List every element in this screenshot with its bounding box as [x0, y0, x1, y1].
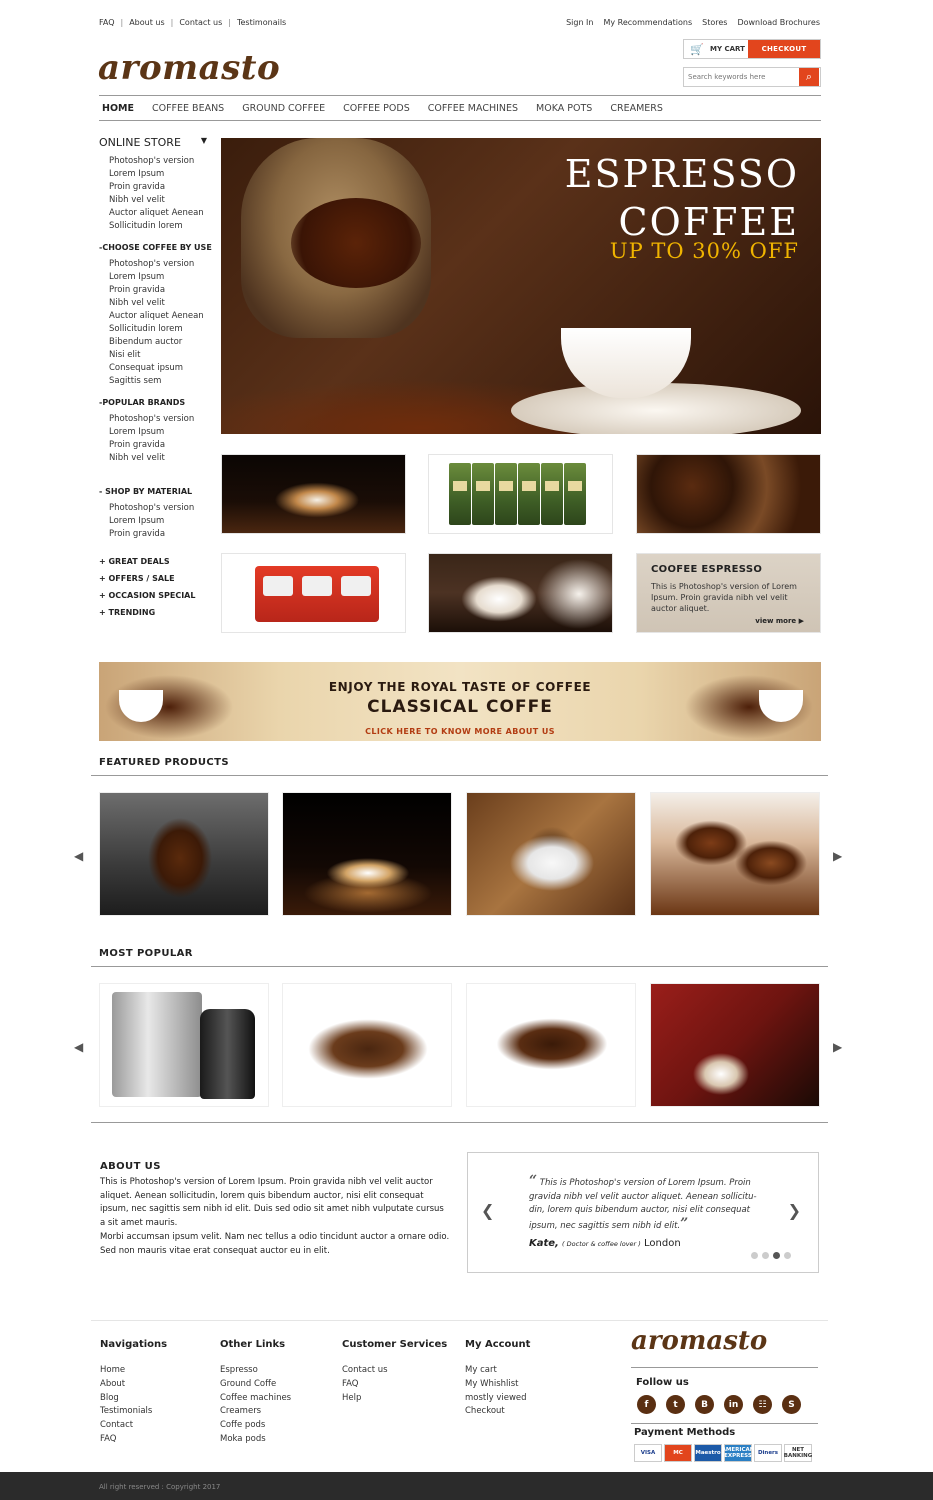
testimonial-author [529, 1238, 681, 1249]
nav-home[interactable]: HOME [102, 102, 134, 114]
skype-icon[interactable]: S [782, 1395, 801, 1414]
coffee-beans-image [291, 198, 421, 288]
copyright-text: All right reserved : Copyright 2017 [99, 1483, 221, 1491]
shop-by-material-list [99, 502, 214, 541]
carousel-prev-icon[interactable]: ◀ [74, 1040, 84, 1054]
follow-us-title: Follow us [636, 1377, 689, 1388]
mastercard-icon: MC [664, 1444, 692, 1462]
amex-card-icon: AMERICAN EXPRESS [724, 1444, 752, 1462]
coffee-bag-image [564, 463, 586, 525]
footer-other-links [220, 1339, 291, 1447]
recommendations-link[interactable]: My Recommendations [603, 18, 693, 27]
footer-navigations [100, 1339, 167, 1447]
top-links-right [566, 18, 820, 27]
tile-coffee-machines[interactable] [221, 553, 406, 633]
divider [91, 1320, 828, 1321]
banner-tagline: ENJOY THE ROYAL TASTE OF COFFEE [328, 680, 592, 694]
product-card-beans-pile[interactable] [282, 983, 452, 1107]
footer-link[interactable]: Coffe pods [220, 1420, 266, 1431]
testimonial-prev-icon[interactable]: ❮ [481, 1201, 495, 1220]
pager-dot[interactable] [762, 1252, 769, 1259]
footer-link[interactable]: Coffee machines [220, 1392, 292, 1403]
hero-title-line2: COFFEE [618, 200, 799, 244]
about-us-title: ABOUT US [100, 1161, 161, 1172]
diners-card-icon: Diners [754, 1444, 782, 1462]
author-city: London [644, 1238, 681, 1249]
testimonial-text: This is Photoshop's version of Lorem Ipsum. Proin gravida nibh vel velit auctor aliquet. Aenean sollicitu-din, lorem quis bibendum auctor, nisi elit consequat ipsum, nec sagittis sem nibh id elit. [529, 1178, 757, 1232]
promo-title: COOFEE ESPRESSO [651, 564, 763, 575]
testimonial-pager [751, 1252, 791, 1259]
footer-heading: Customer Services [342, 1339, 448, 1350]
nav-coffee-pods[interactable]: COFFEE PODS [343, 102, 410, 114]
coffee-bag-image [541, 463, 563, 525]
sidebar-item[interactable]: Nisi elit [109, 350, 141, 360]
footer-link[interactable]: Creamers [220, 1406, 262, 1417]
pager-dot-active[interactable] [773, 1252, 780, 1259]
most-popular-title: MOST POPULAR [99, 948, 193, 959]
footer-link[interactable]: Espresso [220, 1365, 258, 1375]
testimonial-quote [529, 1175, 761, 1234]
grinder-image [200, 1009, 255, 1099]
hero-banner[interactable] [221, 138, 821, 434]
tile-coffee-beans[interactable] [636, 454, 821, 534]
footer-link[interactable]: Contact [100, 1420, 134, 1431]
twitter-icon[interactable]: t [666, 1395, 685, 1414]
nav-creamers[interactable]: CREAMERS [610, 102, 663, 114]
footer-link[interactable]: My cart [465, 1365, 497, 1375]
footer-logo[interactable]: aromasto [631, 1326, 768, 1356]
top-link-faq[interactable]: FAQ [99, 18, 115, 27]
divider [91, 966, 828, 967]
sidebar-item[interactable]: Nibh vel velit [109, 453, 165, 463]
sidebar-item[interactable]: Photoshop's version [109, 414, 195, 424]
maestro-card-icon: Maestro [694, 1444, 722, 1462]
product-card-espresso-machine[interactable] [99, 983, 269, 1107]
footer-link[interactable]: About [100, 1378, 126, 1389]
hero-title-line1: ESPRESSO [564, 152, 799, 196]
espresso-machine-image [112, 992, 202, 1097]
popular-brands-list [99, 413, 214, 465]
sidebar-item[interactable]: Photoshop's version [109, 503, 195, 513]
tile-espresso-promo[interactable] [636, 553, 821, 633]
visa-card-icon: VISA [634, 1444, 662, 1462]
facebook-icon[interactable]: f [637, 1395, 656, 1414]
about-paragraph: Morbi accumsan ipsum velit. Nam nec tellus a odio tincidunt auctor a ornare odio. Sed non mauris vitae erat consequat auctor eu in elit. [100, 1231, 450, 1256]
online-store-title: ONLINE STORE [99, 136, 181, 149]
divider [91, 1122, 828, 1123]
divider [91, 775, 828, 776]
search-input[interactable] [684, 69, 799, 85]
sidebar-item[interactable]: Proin gravida [109, 182, 166, 192]
author-role: ( Doctor & coffee lover ) [562, 1240, 641, 1248]
testimonial-next-icon[interactable]: ❯ [787, 1201, 801, 1220]
nav-ground-coffee[interactable]: GROUND COFFEE [242, 102, 326, 114]
sidebar-offers-sale[interactable]: + OFFERS / SALE [99, 574, 175, 583]
shop-by-material-heading: - SHOP BY MATERIAL [99, 487, 193, 496]
sidebar-item[interactable]: Bibendum auctor [109, 337, 183, 347]
close-quote-icon: ” [680, 1216, 689, 1233]
footer-link[interactable]: Blog [100, 1392, 119, 1403]
footer-customer-services [342, 1339, 447, 1405]
my-cart-link[interactable]: MY CART [710, 45, 745, 53]
pager-dot[interactable] [751, 1252, 758, 1259]
sidebar-item[interactable]: Sollicitudin lorem [109, 324, 183, 334]
carousel-next-icon[interactable]: ▶ [833, 1040, 843, 1054]
nav-moka-pots[interactable]: MOKA POTS [536, 102, 593, 114]
view-more-link[interactable]: view more ▶ [755, 617, 804, 625]
checkout-button[interactable]: CHECKOUT [748, 40, 820, 58]
product-card-roasted-beans[interactable] [650, 792, 820, 916]
caret-down-icon[interactable]: ▼ [200, 136, 207, 145]
net-banking-icon: NET BANKING [784, 1444, 812, 1462]
sidebar-item[interactable]: Photoshop's version [109, 156, 195, 166]
sidebar-item[interactable]: Proin gravida [109, 285, 166, 295]
footer-link[interactable]: mostly viewed [465, 1392, 527, 1403]
banner-title: CLASSICAL COFFE [367, 697, 553, 717]
footer-link[interactable]: Moka pods [220, 1433, 266, 1444]
footer-link[interactable]: Help [342, 1392, 362, 1403]
site-logo[interactable]: aromasto [98, 48, 281, 88]
sidebar-occasion-special[interactable]: + OCCASION SPECIAL [99, 591, 196, 600]
footer-link[interactable]: Testimonials [100, 1406, 153, 1417]
sidebar-item[interactable]: Lorem Ipsum [109, 427, 165, 437]
tile-coffee-bags[interactable] [428, 454, 613, 534]
product-card-coffee-sugar[interactable] [466, 792, 636, 916]
coffee-bag-image [472, 463, 494, 525]
footer-link[interactable]: Ground Coffe [220, 1378, 277, 1389]
espresso-machine-image [333, 566, 379, 622]
about-us-text [100, 1176, 450, 1258]
nav-coffee-machines[interactable]: COFFEE MACHINES [427, 102, 519, 114]
top-links-left: FAQ | About us | Contact us | Testimonails [99, 18, 287, 27]
footer-heading: My Account [465, 1339, 531, 1350]
footer-heading: Navigations [100, 1339, 168, 1350]
product-card-steaming-cup[interactable] [282, 792, 452, 916]
sidebar-item[interactable]: Proin gravida [109, 529, 166, 539]
sidebar [99, 136, 214, 621]
sidebar-item[interactable]: Auctor aliquet Aenean [109, 208, 204, 218]
sidebar-item[interactable]: Sagittis sem [109, 376, 162, 386]
divider [631, 1423, 818, 1424]
choose-coffee-heading: -CHOOSE COFFEE BY USE [99, 243, 212, 252]
classical-coffee-banner[interactable] [99, 662, 821, 741]
sidebar-item[interactable]: Photoshop's version [109, 259, 195, 269]
sidebar-item[interactable]: Sollicitudin lorem [109, 221, 183, 231]
cart-icon[interactable]: 🛒 [690, 42, 704, 56]
testimonial-box [467, 1152, 819, 1273]
main-nav [99, 95, 821, 121]
sidebar-great-deals[interactable]: + GREAT DEALS [99, 557, 170, 566]
coffee-bag-image [449, 463, 471, 525]
sign-in-link[interactable]: Sign In [566, 18, 594, 27]
footer-link[interactable]: Checkout [465, 1406, 505, 1417]
top-link-about[interactable]: About us [129, 18, 165, 27]
coffee-bag-image [518, 463, 540, 525]
sidebar-item[interactable]: Nibh vel velit [109, 195, 165, 205]
footer-heading: Other Links [220, 1339, 286, 1350]
tile-coffee-cup[interactable] [221, 454, 406, 534]
divider [631, 1367, 818, 1368]
carousel-next-icon[interactable]: ▶ [833, 849, 843, 863]
pager-dot[interactable] [784, 1252, 791, 1259]
banner-cta-link[interactable]: CLICK HERE TO KNOW MORE ABOUT US [365, 727, 555, 736]
open-quote-icon: “ [529, 1173, 538, 1189]
blogger-icon[interactable]: B [695, 1395, 714, 1414]
search-icon[interactable]: ⌕ [799, 68, 819, 86]
tile-coffee-pour[interactable] [428, 553, 613, 633]
product-card-dark-beans[interactable] [466, 983, 636, 1107]
coffee-bag-image [495, 463, 517, 525]
top-link-testimonials[interactable]: Testimonails [236, 18, 287, 27]
sidebar-item[interactable]: Lorem Ipsum [109, 516, 165, 526]
carousel-prev-icon[interactable]: ◀ [74, 849, 84, 863]
about-paragraph: This is Photoshop's version of Lorem Ipsum. Proin gravida nibh vel velit auctor aliquet. Aenean sollicitudin, lorem quis bibendum auctor, nisi elit consequat ipsum, nec sagittis sem nibh id elit. Duis sed odio sit amet nibh vulputate cursus a sit amet mauris. [100, 1177, 444, 1229]
popular-brands-heading: -POPULAR BRANDS [99, 398, 186, 407]
sidebar-item[interactable]: Consequat ipsum [109, 363, 184, 373]
choose-coffee-list [99, 258, 214, 388]
footer-link[interactable]: FAQ [342, 1378, 359, 1389]
stores-link[interactable]: Stores [702, 18, 728, 27]
hero-offer: UP TO 30% OFF [609, 239, 799, 263]
footer-link[interactable]: Contact us [342, 1365, 388, 1375]
sidebar-item[interactable]: Lorem Ipsum [109, 272, 165, 282]
social-links [637, 1395, 801, 1414]
sidebar-item[interactable]: Nibh vel velit [109, 298, 165, 308]
product-card-viet-coffee[interactable] [650, 983, 820, 1107]
online-store-list [99, 155, 214, 233]
author-name: Kate, [529, 1238, 559, 1249]
brochures-link[interactable]: Download Brochures [737, 18, 820, 27]
footer-link[interactable]: My Whishlist [465, 1378, 519, 1389]
linkedin-icon[interactable]: in [724, 1395, 743, 1414]
footer-my-account [465, 1339, 530, 1419]
top-link-contact[interactable]: Contact us [179, 18, 223, 27]
cart-box [683, 39, 821, 59]
payment-methods-title: Payment Methods [634, 1427, 736, 1438]
footer-link[interactable]: Home [100, 1365, 126, 1375]
sidebar-item[interactable]: Auctor aliquet Aenean [109, 311, 204, 321]
sidebar-item[interactable]: Proin gravida [109, 440, 166, 450]
product-card-bean-mug[interactable] [99, 792, 269, 916]
featured-products-title: FEATURED PRODUCTS [99, 757, 229, 768]
footer-link[interactable]: FAQ [100, 1433, 117, 1444]
promo-text: This is Photoshop's version of Lorem Ipsum. Proin gravida nibh vel velit auctor aliquet. [651, 582, 797, 613]
sidebar-item[interactable]: Lorem Ipsum [109, 169, 165, 179]
nav-coffee-beans[interactable]: COFFEE BEANS [151, 102, 225, 114]
sidebar-trending[interactable]: + TRENDING [99, 608, 156, 617]
payment-cards [634, 1444, 812, 1462]
online-store-header[interactable] [99, 136, 214, 149]
search-box [683, 67, 821, 87]
rss-icon[interactable]: ☷ [753, 1395, 772, 1414]
